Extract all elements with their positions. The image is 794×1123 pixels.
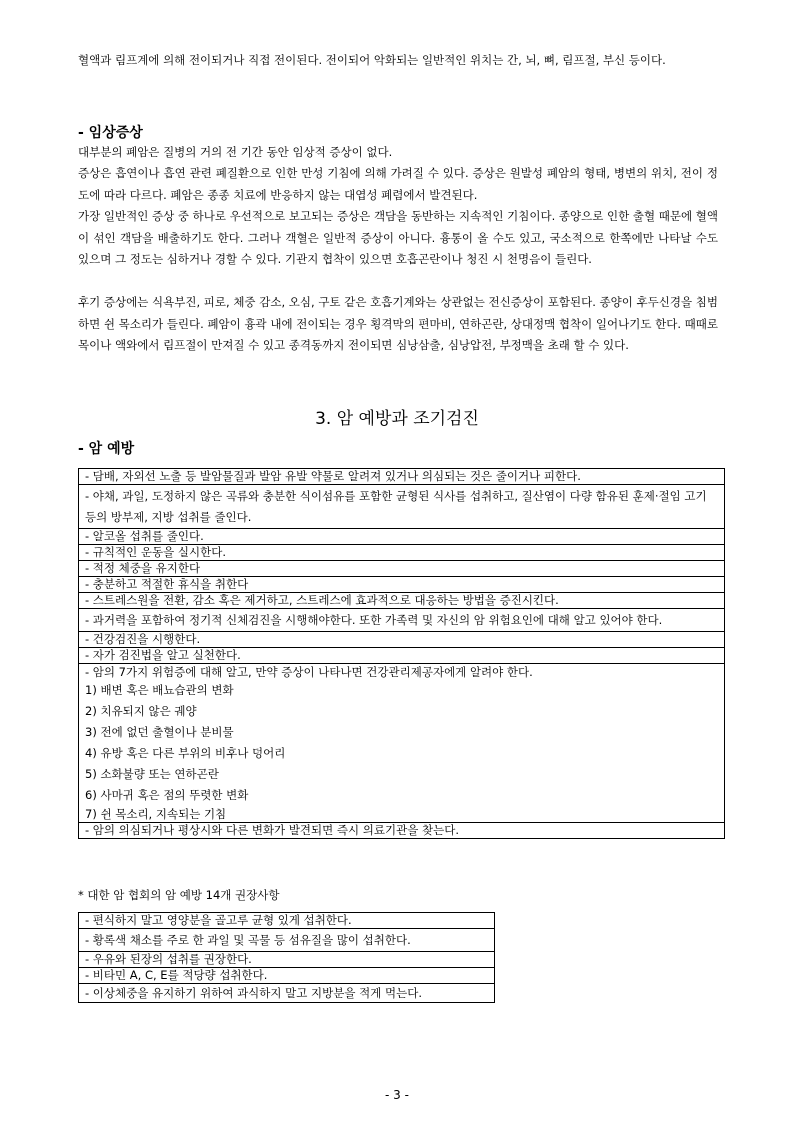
prevention-table — [78, 468, 725, 839]
intro-paragraph: 혈액과 림프계에 의해 전이되거나 직접 전이된다. 전이되어 악화되는 일반적인 위치는 간, 뇌, 뼈, 림프절, 부신 등이다. — [78, 53, 666, 67]
recommendations-note: * 대한 암 협회의 암 예방 14개 권장사항 — [78, 888, 280, 902]
recommendations-table — [78, 912, 495, 1003]
prevention-row: - 건강검진을 시행한다. — [79, 632, 725, 648]
page-number: - 3 - — [385, 1088, 409, 1102]
warning-sign-item: 6) 사마귀 혹은 점의 뚜렷한 변화 — [85, 788, 249, 802]
warning-sign-item: 3) 전에 없던 출혈이나 분비물 — [85, 725, 234, 739]
symptoms-paragraph-1: 대부분의 폐암은 질병의 거의 전 기간 동안 임상적 증상이 없다. — [78, 145, 393, 159]
recommendation-row: - 편식하지 말고 영양분을 골고루 균형 있게 섭취한다. — [79, 913, 495, 929]
symptoms-paragraph-3: 가장 일반적인 증상 중 하나로 우선적으로 보고되는 증상은 객담을 동반하는 지속적인 기침이다. 종양으로 인한 출혈 때문에 혈액이 섞인 객담을 배출하기도 한다. 그러나 객혈은 일반적 증상이 아니다. 흉통이 올 수도 있고, 국소적으로 한쪽에만 나타날 수도 있으며 그 정도는 심하거나 경할 수 있다. 기관지 협착이 있으면 호흡곤란이나 청진 시 천명음이 들린다. — [78, 209, 718, 266]
warning-sign-item: 4) 유방 혹은 다른 부위의 비후나 덩어리 — [85, 746, 286, 760]
recommendation-row: - 이상체중을 유지하기 위하여 과식하지 말고 지방분을 적게 먹는다. — [79, 984, 495, 1003]
prevention-row: - 과거력을 포함하여 정기적 신체검진을 시행해야한다. 또한 가족력 및 자신의 암 위험요인에 대해 알고 있어야 한다. — [79, 609, 725, 632]
symptoms-heading: - 임상증상 — [78, 125, 143, 141]
prevention-row: - 자가 검진법을 알고 실천한다. — [79, 648, 725, 664]
prevention-row: - 알코올 섭취를 줄인다. — [79, 529, 725, 545]
recommendation-row: - 비타민 A, C, E를 적당량 섭취한다. — [79, 968, 495, 984]
recommendation-row: - 우유와 된장의 섭취를 권장한다. — [79, 952, 495, 968]
prevention-row: - 담배, 자외선 노출 등 발암물질과 발암 유발 약물로 알려져 있거나 의심되는 것은 줄이거나 피한다. — [79, 469, 725, 485]
prevention-heading: - 암 예방 — [78, 441, 135, 457]
prevention-row: - 충분하고 적절한 휴식을 취한다 — [79, 577, 725, 593]
prevention-row: - 규칙적인 운동을 실시한다. — [79, 545, 725, 561]
prevention-row: - 스트레스원을 전환, 감소 혹은 제거하고, 스트레스에 효과적으로 대응하는 방법을 증진시킨다. — [79, 593, 725, 609]
section-title: 3. 암 예방과 조기검진 — [315, 409, 479, 429]
prevention-row: - 암의 의심되거나 평상시와 다른 변화가 발견되면 즉시 의료기관을 찾는다. — [79, 823, 725, 839]
prevention-row: - 야채, 과일, 도정하지 않은 곡류와 충분한 식이섬유를 포함한 균형된 식사를 섭취하고, 질산염이 다량 함유된 훈제·절임 고기 등의 방부제, 지방 섭취를 줄인다. — [79, 485, 725, 529]
symptoms-paragraph-2: 증상은 흡연이나 흡연 관련 폐질환으로 인한 만성 기침에 의해 가려질 수 있다. 증상은 원발성 폐암의 형태, 병변의 위치, 전이 정도에 따라 다르다. 폐암은 종종 치료에 반응하지 않는 대엽성 폐렴에서 발견된다. — [78, 166, 718, 202]
prevention-row: - 적정 체중을 유지한다 — [79, 561, 725, 577]
warning-sign-item: 5) 소화불량 또는 연하곤란 — [85, 767, 219, 781]
warning-sign-item: 1) 배변 혹은 배뇨습관의 변화 — [85, 683, 234, 697]
warning-signs-cell — [79, 664, 725, 823]
warning-intro: - 암의 7가지 위험증에 대해 알고, 만약 증상이 나타나면 건강관리제공자에게 알려야 한다. — [85, 665, 533, 679]
symptoms-paragraph-4: 후기 증상에는 식욕부진, 피로, 체중 감소, 오심, 구토 같은 호흡기계와는 상관없는 전신증상이 포함된다. 종양이 후두신경을 침범하면 쉰 목소리가 들린다. 폐암이 흉곽 내에 전이되는 경우 횡격막의 편마비, 연하곤란, 상대정맥 협착이 일어나기도 한다. 때때로 목이나 액와에서 림프절이 만져질 수 있고 종격동까지 전이되면 심낭삼출, 심낭압전, 부정맥을 초래 할 수 있다. — [78, 295, 718, 352]
warning-sign-item: 7) 쉰 목소리, 지속되는 기침 — [85, 807, 227, 821]
recommendation-row: - 황록색 채소를 주로 한 과일 및 곡물 등 섬유질을 많이 섭취한다. — [79, 929, 495, 952]
warning-sign-item: 2) 치유되지 않은 궤양 — [85, 704, 197, 718]
